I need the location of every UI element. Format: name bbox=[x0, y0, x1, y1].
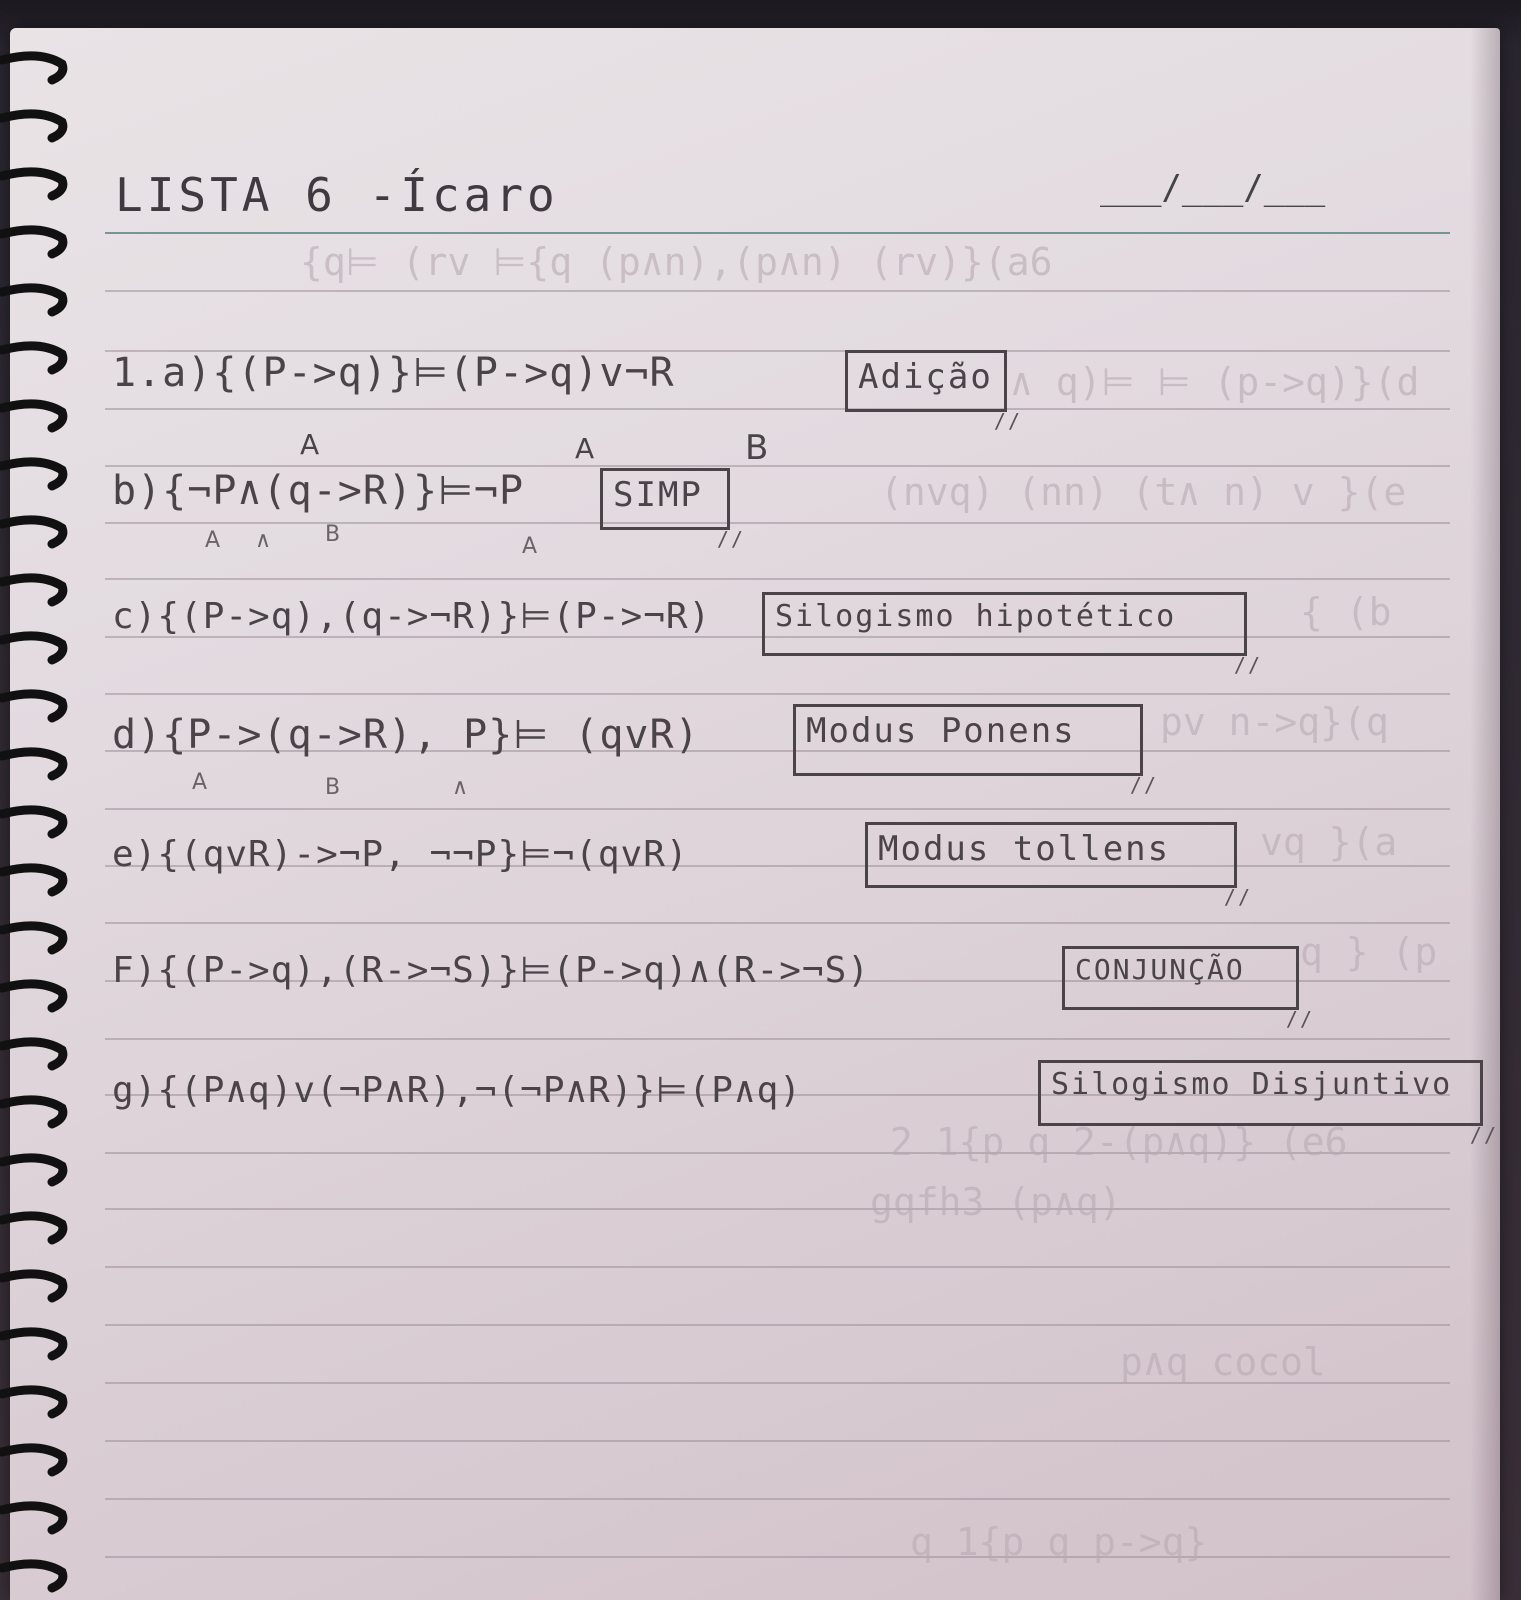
spiral-coil bbox=[2, 926, 63, 950]
spiral-coil bbox=[2, 1100, 63, 1124]
spiral-coil bbox=[2, 1448, 63, 1472]
spiral-coil bbox=[2, 1274, 63, 1298]
spiral-coil bbox=[2, 636, 63, 660]
show-through-text: q 1{p q p->q} bbox=[910, 1520, 1208, 1564]
ruled-line bbox=[105, 1498, 1450, 1500]
date-field: ___/___/___ bbox=[1100, 168, 1326, 208]
spiral-coil bbox=[2, 752, 63, 776]
ruled-line bbox=[105, 1324, 1450, 1326]
annotation-a-left: A bbox=[300, 428, 320, 461]
show-through-text: 2 1{p q 2-(p∧q)} (e6 bbox=[890, 1120, 1348, 1164]
exercise-a bbox=[112, 350, 675, 396]
spiral-coil bbox=[2, 984, 63, 1008]
exercise-prefix: e) bbox=[112, 834, 158, 875]
ruled-line bbox=[105, 1556, 1450, 1558]
exercise-prefix: d) bbox=[112, 712, 163, 758]
ruled-line bbox=[105, 522, 1450, 524]
exercise-d bbox=[112, 712, 700, 758]
annotation-b-2: ∧ bbox=[255, 528, 272, 553]
show-through-text: ∧ q)⊨ ⊨ (p->q)}(d bbox=[1010, 360, 1420, 404]
ruled-line bbox=[105, 232, 1450, 234]
exercise-expression: {¬P∧(q->R)}⊨¬P bbox=[162, 468, 525, 514]
page-title: LISTA 6 -Ícaro bbox=[115, 168, 559, 222]
spiral-coil bbox=[2, 578, 63, 602]
ruled-line bbox=[105, 408, 1450, 410]
exercise-prefix: b) bbox=[112, 468, 163, 514]
spiral-coil bbox=[2, 346, 63, 370]
rule-box-f: CONJUNÇÃO // bbox=[1062, 946, 1299, 1010]
annotation-b-1: A bbox=[205, 528, 221, 553]
spiral-coil bbox=[2, 230, 63, 254]
spiral-coil bbox=[2, 1216, 63, 1240]
annotation-b-3: B bbox=[325, 522, 341, 547]
exercise-expression: {(P->q),(R->¬S)}⊨(P->q)∧(R->¬S) bbox=[157, 950, 870, 991]
ruled-line bbox=[105, 922, 1450, 924]
ruled-line bbox=[105, 465, 1450, 467]
ruled-line bbox=[105, 1038, 1450, 1040]
annotation-b-4: A bbox=[522, 534, 538, 559]
exercise-e bbox=[112, 834, 689, 875]
spiral-coil bbox=[2, 462, 63, 486]
exercise-prefix: F) bbox=[112, 950, 158, 991]
annotation-d-2: B bbox=[325, 775, 341, 800]
exercise-expression: {(P∧q)v(¬P∧R),¬(¬P∧R)}⊨(P∧q) bbox=[157, 1070, 802, 1111]
spiral-coil bbox=[2, 694, 63, 718]
spiral-coil bbox=[2, 1506, 63, 1530]
spiral-coil bbox=[2, 114, 63, 138]
rule-box-b: SIMP // bbox=[600, 468, 730, 530]
spiral-coil bbox=[2, 1158, 63, 1182]
exercise-f bbox=[112, 950, 870, 991]
spiral-coil bbox=[2, 404, 63, 428]
spiral-coil bbox=[2, 172, 63, 196]
ruled-line bbox=[105, 290, 1450, 292]
annotation-a-right: B bbox=[745, 428, 769, 468]
spiral-coil bbox=[2, 868, 63, 892]
ruled-line bbox=[105, 578, 1450, 580]
show-through-text: {q⊨ (rv ⊨{q (p∧n),(p∧n) (rv)}(a6 bbox=[300, 240, 1053, 284]
annotation-d-1: A bbox=[192, 770, 208, 795]
rule-box-g: Silogismo Disjuntivo // bbox=[1038, 1060, 1483, 1126]
spiral-coil bbox=[2, 810, 63, 834]
exercise-c bbox=[112, 596, 711, 637]
spiral-coil bbox=[2, 520, 63, 544]
show-through-text: vq }(a bbox=[1260, 820, 1398, 864]
ruled-line bbox=[105, 1208, 1450, 1210]
exercise-prefix: c) bbox=[112, 596, 158, 637]
exercise-b bbox=[112, 468, 524, 514]
show-through-text: { (b bbox=[1300, 590, 1392, 634]
exercise-g bbox=[112, 1070, 802, 1111]
show-through-text: q } (p bbox=[1300, 930, 1438, 974]
spiral-coil bbox=[2, 1332, 63, 1356]
rule-box-d: Modus Ponens // bbox=[793, 704, 1143, 776]
exercise-expression: {(P->q),(q->¬R)}⊨(P->¬R) bbox=[157, 596, 712, 637]
show-through-text: (nvq) (nn) (t∧ n) v }(e bbox=[880, 470, 1407, 514]
spiral-coil bbox=[2, 56, 63, 80]
exercise-expression: {P->(q->R), P}⊨ (qvR) bbox=[162, 712, 700, 758]
spiral-coil bbox=[2, 1042, 63, 1066]
ruled-line bbox=[105, 693, 1450, 695]
spiral-coil bbox=[2, 1390, 63, 1414]
exercise-prefix: 1.a) bbox=[112, 350, 213, 396]
ruled-line bbox=[105, 808, 1450, 810]
annotation-d-3: ∧ bbox=[452, 775, 469, 800]
exercise-expression: {(P->q)}⊨(P->q)v¬R bbox=[212, 350, 675, 396]
show-through-text: gqfh3 (p∧q) bbox=[870, 1180, 1122, 1224]
exercise-expression: {(qvR)->¬P, ¬¬P}⊨¬(qvR) bbox=[157, 834, 689, 875]
rule-box-a: Adição // bbox=[845, 350, 1007, 412]
show-through-text: pv n->q}(q bbox=[1160, 700, 1389, 744]
rule-box-e: Modus tollens // bbox=[865, 822, 1237, 888]
rule-box-c: Silogismo hipotético // bbox=[762, 592, 1247, 656]
annotation-a-mid: A bbox=[575, 432, 595, 465]
show-through-text: p∧q cocol bbox=[1120, 1340, 1326, 1384]
spiral-coil bbox=[2, 1564, 63, 1588]
ruled-line bbox=[105, 1266, 1450, 1268]
exercise-prefix: g) bbox=[112, 1070, 158, 1111]
ruled-line bbox=[105, 1440, 1450, 1442]
spiral-binding bbox=[0, 0, 80, 1600]
spiral-coil bbox=[2, 288, 63, 312]
